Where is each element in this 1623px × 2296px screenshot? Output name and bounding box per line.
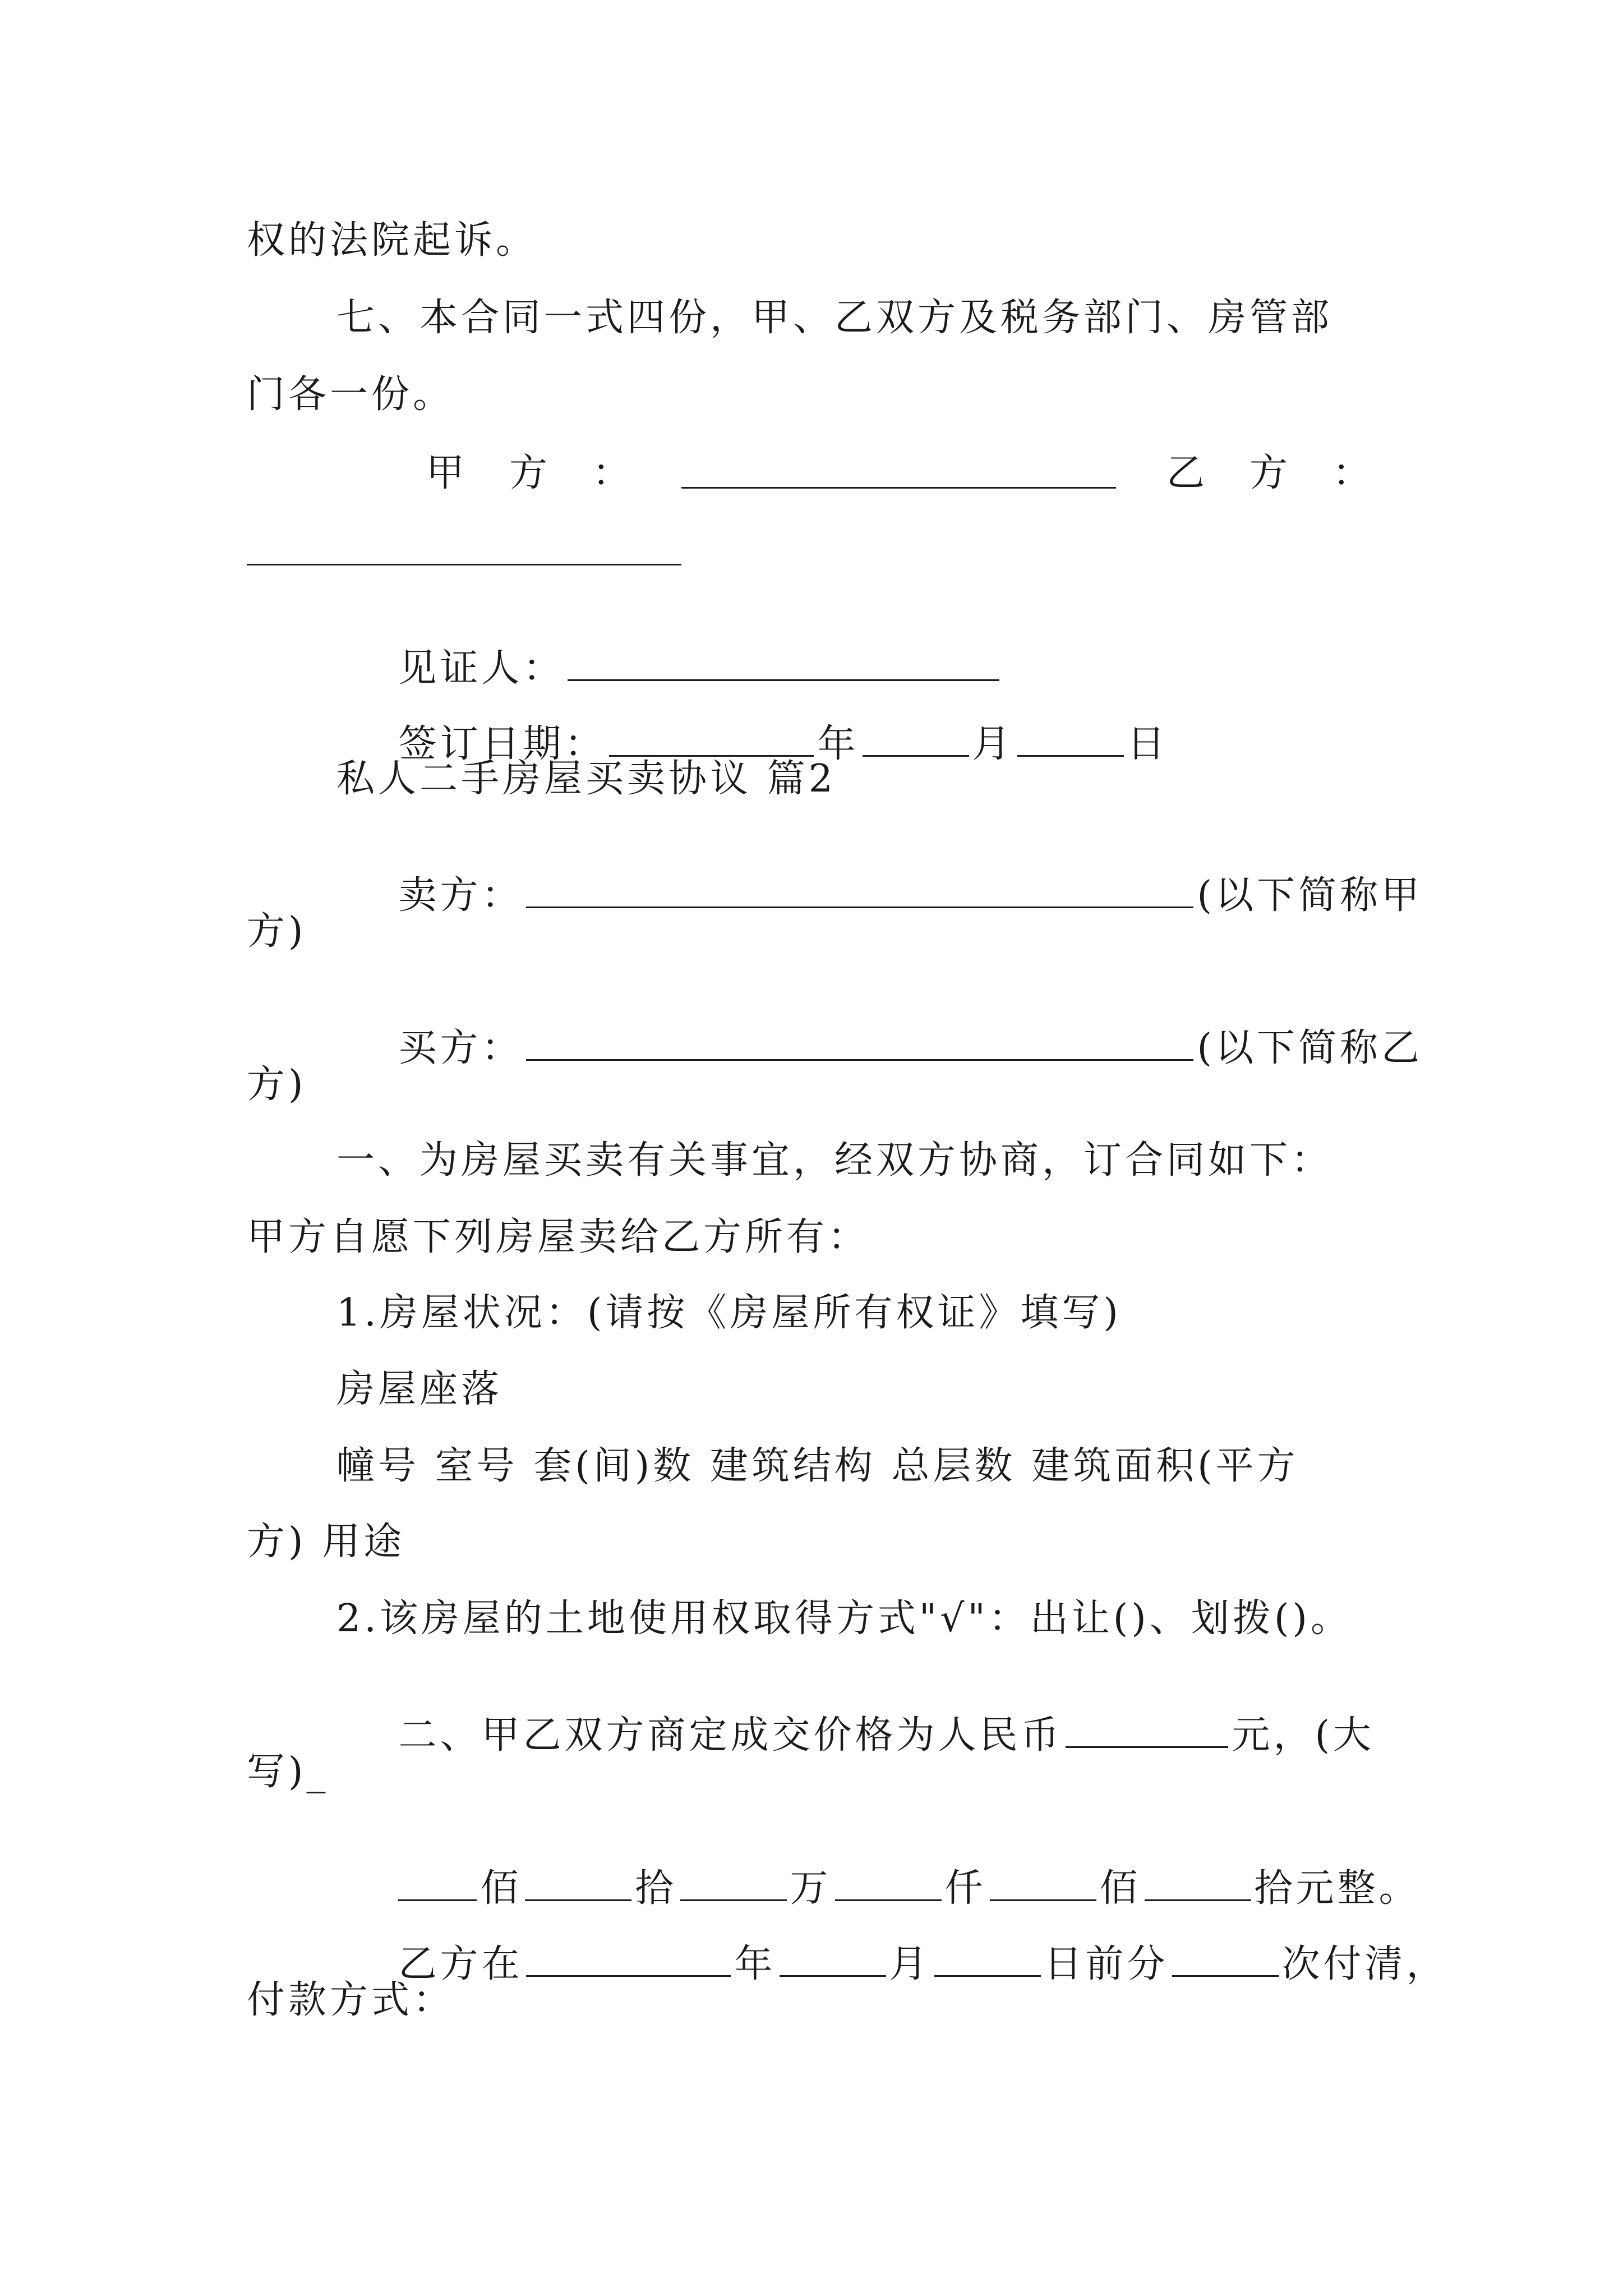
clause-one: 一、为房屋买卖有关事宜，经双方协商，订合同如下： — [336, 1138, 1333, 1182]
amount-blank-4 — [835, 1867, 942, 1901]
amount-blank-6 — [1145, 1867, 1251, 1901]
witness-label: 见证人： — [398, 646, 565, 691]
payment-times-unit: 次付清， — [1281, 1942, 1448, 1986]
seller-label: 卖方： — [398, 873, 523, 918]
sign-month-unit: 月 — [972, 722, 1014, 766]
unit-shi-2: 拾元整。 — [1254, 1866, 1421, 1911]
price-unit: 元，(大 — [1232, 1713, 1375, 1757]
payment-day-unit: 日前分 — [1044, 1942, 1169, 1986]
party-a-label: 甲 方 ： — [426, 451, 634, 495]
clause-two-row — [336, 1676, 1375, 1793]
payment-month-blank — [780, 1943, 886, 1977]
clause-one-wrap: 甲方自愿下列房屋卖给乙方所有： — [247, 1215, 870, 1259]
item-one: 1.房屋状况：(请按《房屋所有权证》填写) — [336, 1291, 1122, 1335]
price-label: 二、甲乙双方商定成交价格为人民币 — [398, 1713, 1063, 1757]
price-blank — [1066, 1714, 1228, 1748]
amount-blank-3 — [680, 1867, 787, 1901]
seller-row — [336, 836, 1423, 953]
payment-month-unit: 月 — [889, 1942, 931, 1986]
sign-day-blank — [1017, 723, 1124, 757]
sign-year-blank — [609, 723, 814, 757]
payment-year-blank — [526, 1943, 731, 1977]
amount-blank-1 — [398, 1867, 477, 1901]
buyer-row — [336, 988, 1423, 1106]
clause-seven: 七、本合同一式四份，甲、乙双方及税务部门、房管部 — [336, 296, 1333, 340]
sign-year-unit: 年 — [817, 722, 859, 766]
party-b-label: 乙 方 ： — [1166, 451, 1375, 495]
unit-shi-1: 拾 — [635, 1866, 677, 1911]
text-line-court: 权的法院起诉。 — [247, 218, 538, 263]
party-b-signature-line — [247, 564, 681, 565]
witness-blank — [568, 647, 999, 681]
payment-row — [336, 1904, 1448, 2022]
unit-wan: 万 — [790, 1866, 832, 1911]
payment-times-blank — [1172, 1943, 1279, 1977]
clause-two-wrap: 写)_ — [247, 1750, 329, 1794]
unit-bai-1: 佰 — [480, 1866, 522, 1911]
buyer-blank — [526, 1027, 1193, 1061]
unit-qian: 仟 — [944, 1866, 986, 1911]
amount-blank-5 — [990, 1867, 1096, 1901]
payment-year-unit: 年 — [734, 1942, 776, 1986]
seller-blank — [526, 874, 1193, 908]
seller-suffix: (以下简称甲 — [1197, 873, 1423, 918]
party-a-signature-line — [681, 487, 1116, 489]
amount-blank-2 — [525, 1867, 631, 1901]
unit-bai-2: 佰 — [1099, 1866, 1141, 1911]
house-fields-wrap: 方) 用途 — [247, 1520, 405, 1564]
buyer-wrap: 方) — [247, 1062, 307, 1107]
buyer-label: 买方： — [398, 1026, 523, 1070]
house-fields: 幢号 室号 套(间)数 建筑结构 总层数 建筑面积(平方 — [336, 1444, 1299, 1488]
payment-day-blank — [934, 1943, 1041, 1977]
seller-wrap: 方) — [247, 909, 307, 954]
payment-label: 乙方在 — [398, 1942, 523, 1986]
item-two: 2.该房屋的土地使用权取得方式"√"：出让()、划拨()。 — [336, 1596, 1352, 1641]
house-location: 房屋座落 — [336, 1367, 503, 1411]
sign-day-unit: 日 — [1127, 722, 1169, 766]
sign-month-blank — [863, 723, 969, 757]
buyer-suffix: (以下简称乙 — [1197, 1026, 1423, 1070]
clause-seven-wrap: 门各一份。 — [247, 372, 455, 417]
sign-date-label: 签订日期： — [398, 722, 606, 766]
section-title-2: 私人二手房屋买卖协议 篇2 — [336, 757, 836, 801]
payment-method: 付款方式： — [247, 1978, 455, 2022]
